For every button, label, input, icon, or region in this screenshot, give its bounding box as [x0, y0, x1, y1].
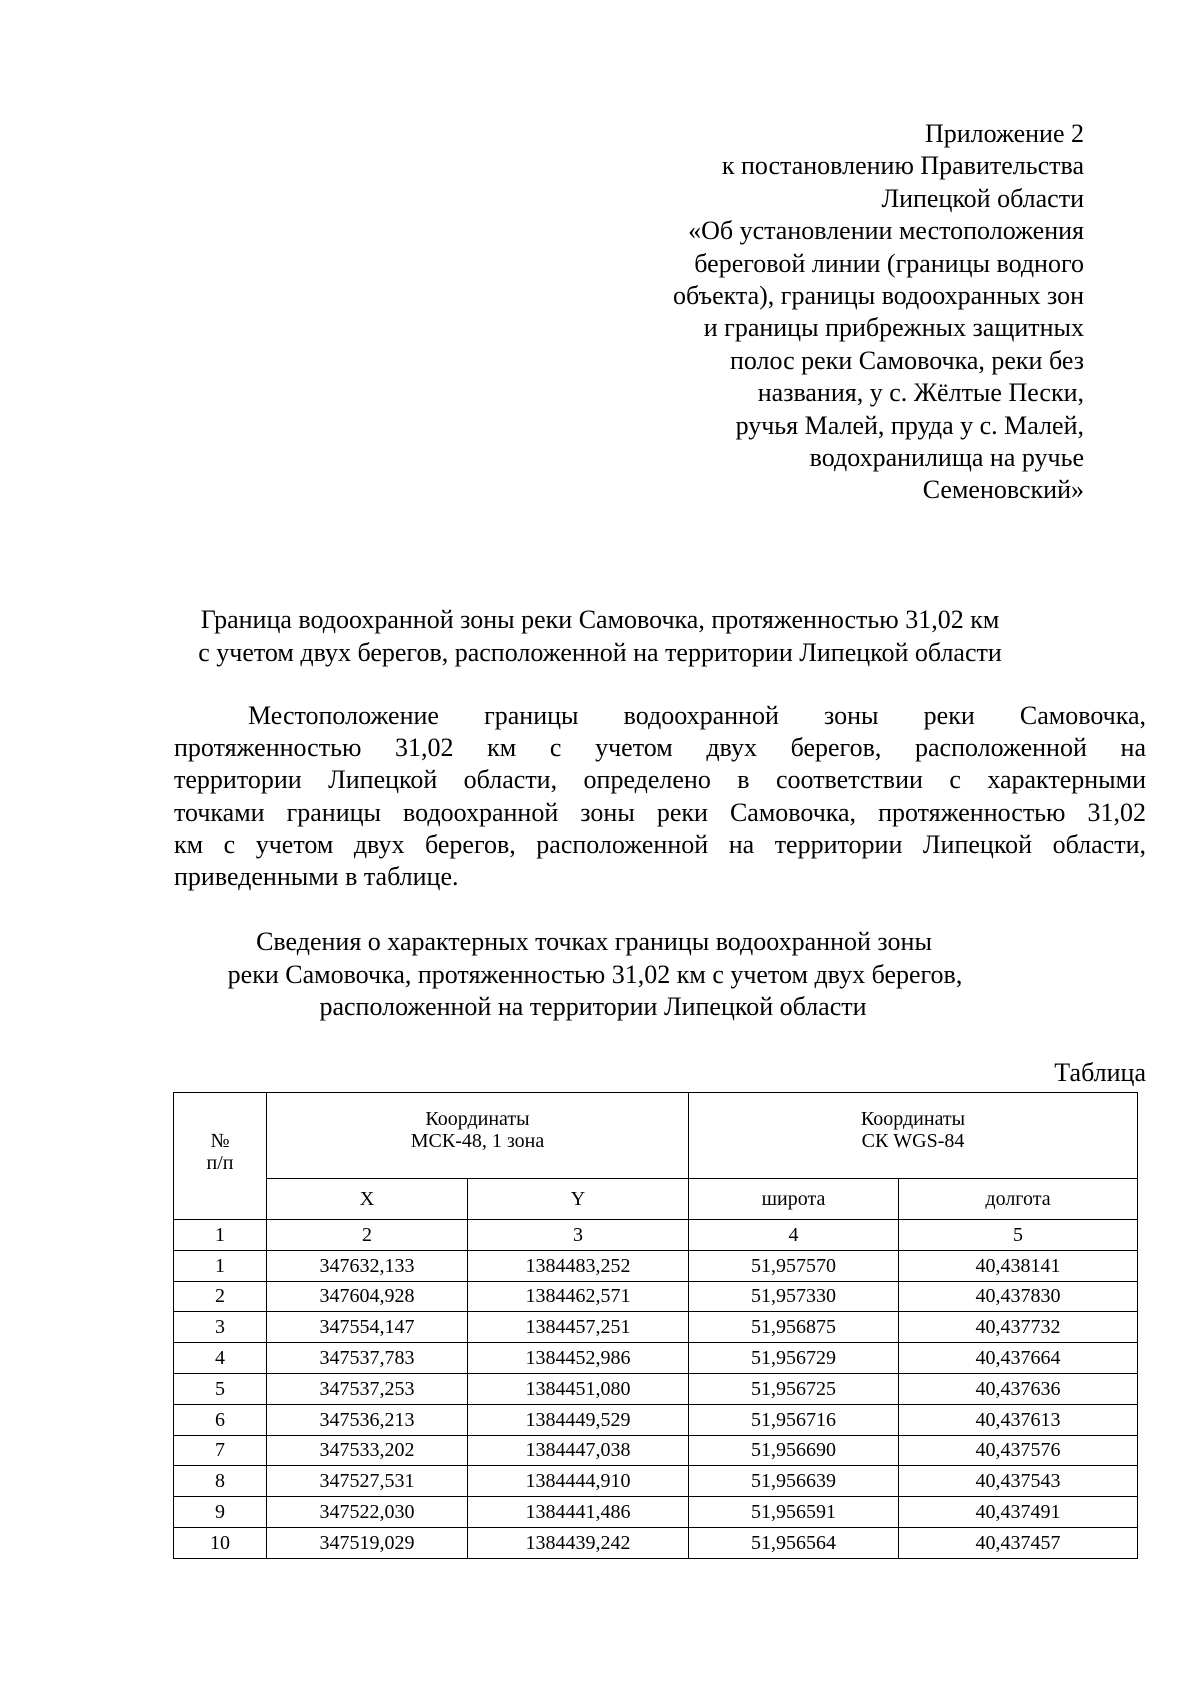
x-cell: 347536,213: [267, 1404, 468, 1435]
latitude-cell: 51,956591: [689, 1497, 899, 1528]
table-row: [174, 1404, 1138, 1435]
document-title: [0, 604, 1200, 669]
point-number-cell: 1: [174, 1250, 267, 1281]
y-cell: 1384444,910: [468, 1466, 689, 1497]
table-row: [174, 1373, 1138, 1404]
appendix-line: Семеновский»: [922, 475, 1084, 505]
appendix-line: к постановлению Правительства: [721, 151, 1084, 181]
latitude-cell: 51,956725: [689, 1373, 899, 1404]
point-number-cell: 9: [174, 1497, 267, 1528]
y-cell: 1384451,080: [468, 1373, 689, 1404]
header-point-number: № п/п: [174, 1093, 267, 1220]
x-cell: 347533,202: [267, 1435, 468, 1466]
table-label: Таблица: [1054, 1058, 1146, 1087]
paragraph-line: точками границы водоохранной зоны реки Самовочка, протяженностью 31,02: [174, 797, 1146, 827]
latitude-cell: 51,957330: [689, 1281, 899, 1312]
table-row: [174, 1281, 1138, 1312]
point-number-cell: 3: [174, 1312, 267, 1343]
column-number-row: [174, 1220, 1138, 1251]
y-cell: 1384439,242: [468, 1527, 689, 1558]
longitude-cell: 40,437543: [899, 1466, 1138, 1497]
column-number: 5: [899, 1220, 1138, 1251]
latitude-cell: 51,956690: [689, 1435, 899, 1466]
appendix-block: [524, 118, 1084, 507]
appendix-line: береговой линии (границы водного: [694, 248, 1084, 278]
latitude-cell: 51,956564: [689, 1527, 899, 1558]
table-row: [174, 1435, 1138, 1466]
paragraph-line: км с учетом двух берегов, расположенной на территории Липецкой области,: [174, 829, 1146, 859]
table-row: [174, 1250, 1138, 1281]
caption-line: реки Самовочка, протяженностью 31,02 км с учетом двух берегов,: [227, 959, 963, 989]
point-number-cell: 6: [174, 1404, 267, 1435]
header-latitude: широта: [689, 1179, 899, 1220]
point-number-cell: 7: [174, 1435, 267, 1466]
point-number-cell: 2: [174, 1281, 267, 1312]
y-cell: 1384462,571: [468, 1281, 689, 1312]
y-cell: 1384449,529: [468, 1404, 689, 1435]
point-number-cell: 8: [174, 1466, 267, 1497]
point-number-cell: 10: [174, 1527, 267, 1558]
longitude-cell: 40,437457: [899, 1527, 1138, 1558]
paragraph-line: территории Липецкой области, определено в соответствии с характерными: [174, 765, 1146, 795]
y-cell: 1384457,251: [468, 1312, 689, 1343]
table-subheader-row: [174, 1179, 1138, 1220]
appendix-line: водохранилища на ручье: [809, 443, 1084, 473]
paragraph-line: приведенными в таблице.: [174, 862, 459, 892]
longitude-cell: 40,437491: [899, 1497, 1138, 1528]
longitude-cell: 40,437664: [899, 1343, 1138, 1374]
point-number-cell: 5: [174, 1373, 267, 1404]
appendix-line: полос реки Самовочка, реки без: [729, 345, 1084, 375]
table-row: [174, 1312, 1138, 1343]
appendix-line: Липецкой области: [881, 183, 1084, 213]
y-cell: 1384447,038: [468, 1435, 689, 1466]
latitude-cell: 51,956639: [689, 1466, 899, 1497]
x-cell: 347604,928: [267, 1281, 468, 1312]
x-cell: 347537,783: [267, 1343, 468, 1374]
appendix-line: и границы прибрежных защитных: [703, 313, 1084, 343]
table-row: [174, 1343, 1138, 1374]
x-cell: 347522,030: [267, 1497, 468, 1528]
header-longitude: долгота: [899, 1179, 1138, 1220]
longitude-cell: 40,437830: [899, 1281, 1138, 1312]
y-cell: 1384483,252: [468, 1250, 689, 1281]
table-body: [174, 1220, 1138, 1559]
appendix-line: названия, у с. Жёлтые Пески,: [757, 378, 1084, 408]
paragraph-line: протяженностью 31,02 км с учетом двух берегов, расположенной на: [174, 733, 1146, 763]
longitude-cell: 40,437636: [899, 1373, 1138, 1404]
longitude-cell: 40,437732: [899, 1312, 1138, 1343]
header-x: X: [267, 1179, 468, 1220]
column-number: 2: [267, 1220, 468, 1251]
header-msk-coordinates: Координаты МСК-48, 1 зона: [267, 1093, 689, 1179]
appendix-line: «Об установлении местоположения: [688, 216, 1084, 246]
paragraph-line: Местоположение границы водоохранной зоны реки Самовочка,: [248, 701, 1146, 730]
x-cell: 347537,253: [267, 1373, 468, 1404]
x-cell: 347632,133: [267, 1250, 468, 1281]
latitude-cell: 51,956729: [689, 1343, 899, 1374]
title-line: Граница водоохранной зоны реки Самовочка, протяженностью 31,02 км: [200, 605, 1000, 634]
table-row: [174, 1527, 1138, 1558]
y-cell: 1384441,486: [468, 1497, 689, 1528]
column-number: 3: [468, 1220, 689, 1251]
longitude-cell: 40,437576: [899, 1435, 1138, 1466]
column-number: 4: [689, 1220, 899, 1251]
longitude-cell: 40,437613: [899, 1404, 1138, 1435]
caption-line: расположенной на территории Липецкой области: [319, 992, 867, 1021]
x-cell: 347519,029: [267, 1527, 468, 1558]
appendix-line: ручья Малей, пруда у с. Малей,: [735, 410, 1084, 440]
coordinates-table: [173, 1092, 1138, 1559]
header-y: Y: [468, 1179, 689, 1220]
longitude-cell: 40,438141: [899, 1250, 1138, 1281]
table-row: [174, 1466, 1138, 1497]
x-cell: 347554,147: [267, 1312, 468, 1343]
latitude-cell: 51,956716: [689, 1404, 899, 1435]
x-cell: 347527,531: [267, 1466, 468, 1497]
header-wgs-coordinates: Координаты СК WGS-84: [689, 1093, 1138, 1179]
table-caption: [0, 926, 1200, 1024]
table-row: [174, 1497, 1138, 1528]
appendix-line: Приложение 2: [924, 119, 1084, 148]
latitude-cell: 51,957570: [689, 1250, 899, 1281]
latitude-cell: 51,956875: [689, 1312, 899, 1343]
point-number-cell: 4: [174, 1343, 267, 1374]
table-header-row: [174, 1093, 1138, 1179]
body-paragraph: [174, 700, 1146, 893]
caption-line: Сведения о характерных точках границы водоохранной зоны: [256, 927, 932, 956]
column-number: 1: [174, 1220, 267, 1251]
title-line: с учетом двух берегов, расположенной на территории Липецкой области: [198, 637, 1002, 667]
y-cell: 1384452,986: [468, 1343, 689, 1374]
appendix-line: объекта), границы водоохранных зон: [673, 281, 1084, 311]
